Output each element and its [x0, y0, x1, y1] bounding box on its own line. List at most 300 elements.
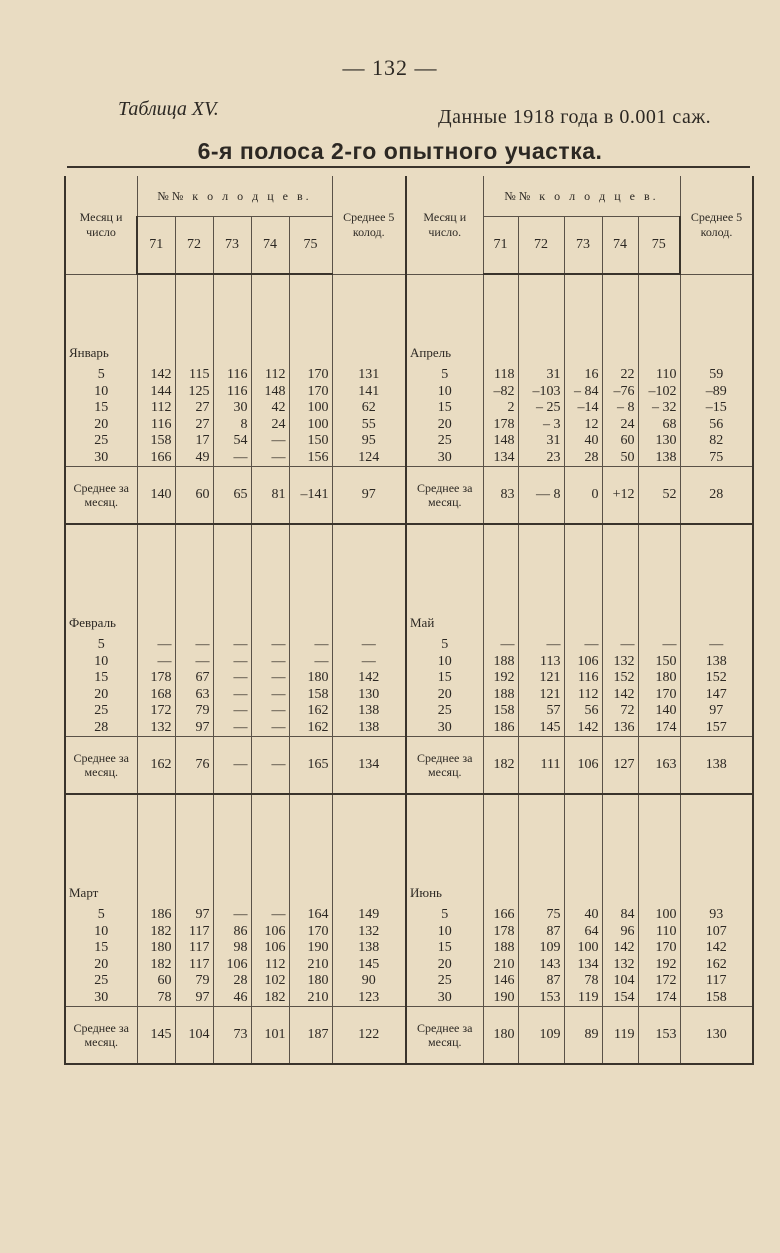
month-row: [65, 545, 753, 637]
value-cell-left: 27: [175, 400, 213, 417]
value-cell-right: 143: [518, 957, 564, 974]
gap-cell: [638, 794, 680, 815]
value-cell-right: —: [602, 637, 638, 654]
avg-cell-right: –89: [680, 384, 753, 401]
day-left: 10: [65, 654, 137, 671]
table-row: [65, 940, 753, 957]
empty-cell: [680, 545, 753, 637]
month-label-left: Март: [65, 815, 137, 907]
value-cell-right: – 8: [602, 400, 638, 417]
mean-avg-left: 134: [332, 737, 406, 795]
value-cell-left: —: [251, 907, 289, 924]
value-cell-right: 56: [564, 703, 602, 720]
empty-cell: [213, 815, 251, 907]
value-cell-right: 22: [602, 367, 638, 384]
avg-cell-left: 145: [332, 957, 406, 974]
value-cell-left: —: [213, 637, 251, 654]
value-cell-left: 79: [175, 973, 213, 990]
value-cell-left: 164: [289, 907, 332, 924]
value-cell-left: 42: [251, 400, 289, 417]
gap-cell: [680, 794, 753, 815]
value-cell-left: 210: [289, 957, 332, 974]
table-body: [65, 274, 753, 1064]
mean-cell-right: 0: [564, 467, 602, 525]
day-right: 30: [406, 450, 483, 467]
value-cell-left: 86: [213, 924, 251, 941]
value-cell-right: 31: [518, 367, 564, 384]
value-cell-left: 115: [175, 367, 213, 384]
value-cell-right: –103: [518, 384, 564, 401]
day-right: 15: [406, 400, 483, 417]
empty-cell: [602, 545, 638, 637]
value-cell-left: 79: [175, 703, 213, 720]
mean-label-right: Среднее за месяц.: [406, 737, 483, 795]
gap-cell: [65, 794, 137, 815]
table-row: [65, 384, 753, 401]
avg-cell-left: —: [332, 637, 406, 654]
value-cell-right: 134: [564, 957, 602, 974]
gap-cell: [251, 524, 289, 545]
mean-avg-right: 28: [680, 467, 753, 525]
value-cell-left: 78: [137, 990, 175, 1007]
value-cell-left: 170: [289, 924, 332, 941]
mean-cell-right: +12: [602, 467, 638, 525]
value-cell-right: 210: [483, 957, 518, 974]
value-cell-left: 116: [213, 367, 251, 384]
day-left: 25: [65, 433, 137, 450]
day-left: 20: [65, 687, 137, 704]
gap-cell: [564, 794, 602, 815]
day-left: 15: [65, 940, 137, 957]
mean-cell-right: 83: [483, 467, 518, 525]
value-cell-right: 130: [638, 433, 680, 450]
gap-cell: [251, 794, 289, 815]
value-cell-left: 180: [289, 670, 332, 687]
mean-cell-right: 153: [638, 1007, 680, 1065]
monthly-mean-row: [65, 737, 753, 795]
empty-cell: [638, 274, 680, 367]
value-cell-right: 154: [602, 990, 638, 1007]
table-subtitle: Данные 1918 года в 0.001 саж.: [438, 106, 712, 128]
well-header-left: 74: [251, 217, 289, 275]
gap-cell: [602, 524, 638, 545]
value-cell-right: 64: [564, 924, 602, 941]
table-row: [65, 957, 753, 974]
value-cell-left: —: [251, 687, 289, 704]
well-header-right: 73: [564, 217, 602, 275]
avg-cell-left: 138: [332, 703, 406, 720]
value-cell-right: 110: [638, 924, 680, 941]
avg-cell-left: 142: [332, 670, 406, 687]
empty-cell: [175, 545, 213, 637]
value-cell-left: 132: [137, 720, 175, 737]
table-row: [65, 637, 753, 654]
value-cell-right: 145: [518, 720, 564, 737]
gap-cell: [602, 794, 638, 815]
value-cell-right: 119: [564, 990, 602, 1007]
value-cell-left: 112: [137, 400, 175, 417]
table-row: [65, 433, 753, 450]
day-left: 10: [65, 384, 137, 401]
value-cell-right: 172: [638, 973, 680, 990]
mean-avg-left: 122: [332, 1007, 406, 1065]
value-cell-left: 162: [289, 703, 332, 720]
value-cell-left: 156: [289, 450, 332, 467]
month-label-left: Январь: [65, 274, 137, 367]
value-cell-right: —: [638, 637, 680, 654]
mean-cell-left: 145: [137, 1007, 175, 1065]
month-row: [65, 815, 753, 907]
gap-cell: [175, 524, 213, 545]
table-row: [65, 703, 753, 720]
mean-cell-left: 65: [213, 467, 251, 525]
page-number: — 132 —: [342, 55, 438, 80]
well-header-right: 75: [638, 217, 680, 275]
value-cell-left: —: [251, 433, 289, 450]
mean-cell-left: 76: [175, 737, 213, 795]
empty-cell: [137, 815, 175, 907]
value-cell-right: —: [483, 637, 518, 654]
value-cell-left: 170: [289, 367, 332, 384]
value-cell-left: 158: [289, 687, 332, 704]
month-label-right: Апрель: [406, 274, 483, 367]
empty-cell: [638, 545, 680, 637]
value-cell-left: 125: [175, 384, 213, 401]
value-cell-left: 210: [289, 990, 332, 1007]
avg-cell-left: 123: [332, 990, 406, 1007]
empty-cell: [483, 545, 518, 637]
value-cell-right: 87: [518, 924, 564, 941]
block-gap: [65, 524, 753, 545]
empty-cell: [175, 274, 213, 367]
avg-cell-right: 56: [680, 417, 753, 434]
value-cell-right: 134: [483, 450, 518, 467]
mean-cell-left: 104: [175, 1007, 213, 1065]
gap-cell: [65, 524, 137, 545]
mean-label-left: Среднее за месяц.: [65, 737, 137, 795]
value-cell-left: —: [175, 637, 213, 654]
value-cell-right: 87: [518, 973, 564, 990]
day-left: 25: [65, 973, 137, 990]
empty-cell: [518, 274, 564, 367]
header-wells-right: №№ к о л о д ц е в.: [483, 176, 680, 217]
avg-cell-right: 138: [680, 654, 753, 671]
value-cell-right: –76: [602, 384, 638, 401]
value-cell-left: 46: [213, 990, 251, 1007]
table-row: [65, 907, 753, 924]
value-cell-left: —: [213, 670, 251, 687]
avg-cell-left: 132: [332, 924, 406, 941]
value-cell-left: 63: [175, 687, 213, 704]
value-cell-right: 186: [483, 720, 518, 737]
empty-cell: [251, 274, 289, 367]
day-left: 5: [65, 907, 137, 924]
value-cell-right: 31: [518, 433, 564, 450]
empty-cell: [289, 274, 332, 367]
value-cell-left: 106: [251, 924, 289, 941]
mean-avg-right: 130: [680, 1007, 753, 1065]
gap-cell: [213, 794, 251, 815]
gap-cell: [483, 524, 518, 545]
avg-cell-right: 59: [680, 367, 753, 384]
day-right: 10: [406, 924, 483, 941]
value-cell-left: 186: [137, 907, 175, 924]
top-rule: [67, 166, 750, 168]
value-cell-right: —: [564, 637, 602, 654]
value-cell-right: 106: [564, 654, 602, 671]
header-avg-left: Среднее 5 колод.: [332, 176, 406, 274]
value-cell-left: —: [251, 670, 289, 687]
empty-cell: [332, 815, 406, 907]
empty-cell: [483, 815, 518, 907]
value-cell-right: 142: [564, 720, 602, 737]
mean-cell-left: 187: [289, 1007, 332, 1065]
value-cell-right: 142: [602, 940, 638, 957]
value-cell-right: 84: [602, 907, 638, 924]
table-row: [65, 687, 753, 704]
avg-cell-left: 62: [332, 400, 406, 417]
value-cell-right: – 3: [518, 417, 564, 434]
avg-cell-right: 158: [680, 990, 753, 1007]
value-cell-left: 8: [213, 417, 251, 434]
value-cell-right: 180: [638, 670, 680, 687]
value-cell-right: 110: [638, 367, 680, 384]
header-wells-left: №№ к о л о д ц е в.: [137, 176, 332, 217]
value-cell-right: 170: [638, 687, 680, 704]
table-row: [65, 450, 753, 467]
value-cell-left: 162: [289, 720, 332, 737]
value-cell-right: 170: [638, 940, 680, 957]
mean-cell-left: 60: [175, 467, 213, 525]
avg-cell-right: 97: [680, 703, 753, 720]
value-cell-right: 148: [483, 433, 518, 450]
value-cell-right: 121: [518, 687, 564, 704]
value-cell-left: 158: [137, 433, 175, 450]
day-right: 10: [406, 654, 483, 671]
value-cell-right: 23: [518, 450, 564, 467]
value-cell-right: —: [518, 637, 564, 654]
value-cell-left: 106: [213, 957, 251, 974]
value-cell-right: 192: [483, 670, 518, 687]
value-cell-right: 112: [564, 687, 602, 704]
empty-cell: [175, 815, 213, 907]
value-cell-right: 166: [483, 907, 518, 924]
day-right: 5: [406, 367, 483, 384]
value-cell-right: 174: [638, 720, 680, 737]
value-cell-left: —: [251, 654, 289, 671]
gap-cell: [564, 524, 602, 545]
empty-cell: [251, 545, 289, 637]
mean-cell-right: — 8: [518, 467, 564, 525]
day-right: 5: [406, 907, 483, 924]
avg-cell-right: —: [680, 637, 753, 654]
empty-cell: [680, 815, 753, 907]
empty-cell: [564, 274, 602, 367]
avg-cell-right: 142: [680, 940, 753, 957]
header-avg-right: Среднее 5 колод.: [680, 176, 753, 274]
table-caption: Таблица XV.: [118, 98, 219, 120]
day-left: 25: [65, 703, 137, 720]
value-cell-left: 100: [289, 417, 332, 434]
empty-cell: [518, 545, 564, 637]
table-row: [65, 417, 753, 434]
header-month-left: Месяц и число: [65, 176, 137, 274]
well-header-left: 71: [137, 217, 175, 275]
value-cell-left: 112: [251, 367, 289, 384]
value-cell-left: 180: [289, 973, 332, 990]
day-right: 25: [406, 703, 483, 720]
mean-avg-left: 97: [332, 467, 406, 525]
value-cell-left: 98: [213, 940, 251, 957]
value-cell-left: 190: [289, 940, 332, 957]
value-cell-left: 148: [251, 384, 289, 401]
mean-cell-left: —: [213, 737, 251, 795]
value-cell-left: 116: [137, 417, 175, 434]
mean-cell-right: 127: [602, 737, 638, 795]
value-cell-left: —: [213, 654, 251, 671]
value-cell-right: 57: [518, 703, 564, 720]
well-header-right: 71: [483, 217, 518, 275]
value-cell-left: 49: [175, 450, 213, 467]
gap-cell: [289, 524, 332, 545]
mean-cell-left: –141: [289, 467, 332, 525]
day-left: 20: [65, 957, 137, 974]
value-cell-left: 116: [213, 384, 251, 401]
day-right: 15: [406, 940, 483, 957]
value-cell-left: —: [251, 720, 289, 737]
value-cell-left: 170: [289, 384, 332, 401]
mean-label-right: Среднее за месяц.: [406, 1007, 483, 1065]
table-row: [65, 720, 753, 737]
empty-cell: [564, 815, 602, 907]
empty-cell: [213, 545, 251, 637]
mean-cell-left: —: [251, 737, 289, 795]
value-cell-left: 117: [175, 924, 213, 941]
table-row: [65, 400, 753, 417]
day-left: 28: [65, 720, 137, 737]
value-cell-right: 2: [483, 400, 518, 417]
value-cell-right: 113: [518, 654, 564, 671]
value-cell-right: 150: [638, 654, 680, 671]
value-cell-right: 12: [564, 417, 602, 434]
table-row: [65, 670, 753, 687]
value-cell-right: 136: [602, 720, 638, 737]
month-row: [65, 274, 753, 367]
value-cell-left: 60: [137, 973, 175, 990]
value-cell-right: –82: [483, 384, 518, 401]
value-cell-right: – 84: [564, 384, 602, 401]
mean-cell-left: 162: [137, 737, 175, 795]
block-gap: [65, 794, 753, 815]
value-cell-left: —: [251, 637, 289, 654]
value-cell-left: 178: [137, 670, 175, 687]
avg-cell-right: 152: [680, 670, 753, 687]
value-cell-right: 60: [602, 433, 638, 450]
month-label-right: Июнь: [406, 815, 483, 907]
value-cell-right: 190: [483, 990, 518, 1007]
table-row: [65, 990, 753, 1007]
avg-cell-left: 55: [332, 417, 406, 434]
value-cell-right: 178: [483, 417, 518, 434]
value-cell-left: 97: [175, 907, 213, 924]
empty-cell: [564, 545, 602, 637]
day-left: 15: [65, 400, 137, 417]
value-cell-right: 152: [602, 670, 638, 687]
value-cell-left: 117: [175, 940, 213, 957]
value-cell-left: —: [251, 450, 289, 467]
value-cell-left: 100: [289, 400, 332, 417]
monthly-mean-row: [65, 467, 753, 525]
value-cell-right: 100: [564, 940, 602, 957]
empty-cell: [680, 274, 753, 367]
mean-cell-right: 89: [564, 1007, 602, 1065]
value-cell-right: 132: [602, 654, 638, 671]
gap-cell: [406, 794, 483, 815]
value-cell-left: 97: [175, 720, 213, 737]
value-cell-left: 67: [175, 670, 213, 687]
value-cell-right: 118: [483, 367, 518, 384]
value-cell-left: —: [137, 637, 175, 654]
avg-cell-left: 124: [332, 450, 406, 467]
avg-cell-right: 162: [680, 957, 753, 974]
mean-label-left: Среднее за месяц.: [65, 467, 137, 525]
day-right: 20: [406, 957, 483, 974]
well-header-right: 74: [602, 217, 638, 275]
avg-cell-left: 141: [332, 384, 406, 401]
value-cell-left: 97: [175, 990, 213, 1007]
mean-cell-right: 180: [483, 1007, 518, 1065]
avg-cell-left: 95: [332, 433, 406, 450]
mean-cell-right: 109: [518, 1007, 564, 1065]
value-cell-left: —: [137, 654, 175, 671]
gap-cell: [175, 794, 213, 815]
table-row: [65, 924, 753, 941]
table-title: 6-я полоса 2-го опытного участка.: [197, 138, 603, 164]
value-cell-right: 28: [564, 450, 602, 467]
value-cell-left: 106: [251, 940, 289, 957]
value-cell-right: 178: [483, 924, 518, 941]
value-cell-left: —: [213, 450, 251, 467]
empty-cell: [213, 274, 251, 367]
mean-cell-left: 81: [251, 467, 289, 525]
avg-cell-right: 147: [680, 687, 753, 704]
value-cell-left: 172: [137, 703, 175, 720]
gap-cell: [137, 794, 175, 815]
value-cell-left: 102: [251, 973, 289, 990]
day-left: 10: [65, 924, 137, 941]
value-cell-left: 112: [251, 957, 289, 974]
empty-cell: [602, 815, 638, 907]
empty-cell: [518, 815, 564, 907]
value-cell-right: 24: [602, 417, 638, 434]
table-row: [65, 654, 753, 671]
avg-cell-left: —: [332, 654, 406, 671]
value-cell-left: —: [213, 703, 251, 720]
value-cell-right: 153: [518, 990, 564, 1007]
empty-cell: [332, 274, 406, 367]
avg-cell-right: –15: [680, 400, 753, 417]
month-label-left: Февраль: [65, 545, 137, 637]
value-cell-right: 188: [483, 940, 518, 957]
value-cell-right: 72: [602, 703, 638, 720]
well-header-right: 72: [518, 217, 564, 275]
gap-cell: [332, 794, 406, 815]
value-cell-left: 182: [137, 924, 175, 941]
day-left: 20: [65, 417, 137, 434]
value-cell-right: 68: [638, 417, 680, 434]
value-cell-right: –102: [638, 384, 680, 401]
gap-cell: [289, 794, 332, 815]
